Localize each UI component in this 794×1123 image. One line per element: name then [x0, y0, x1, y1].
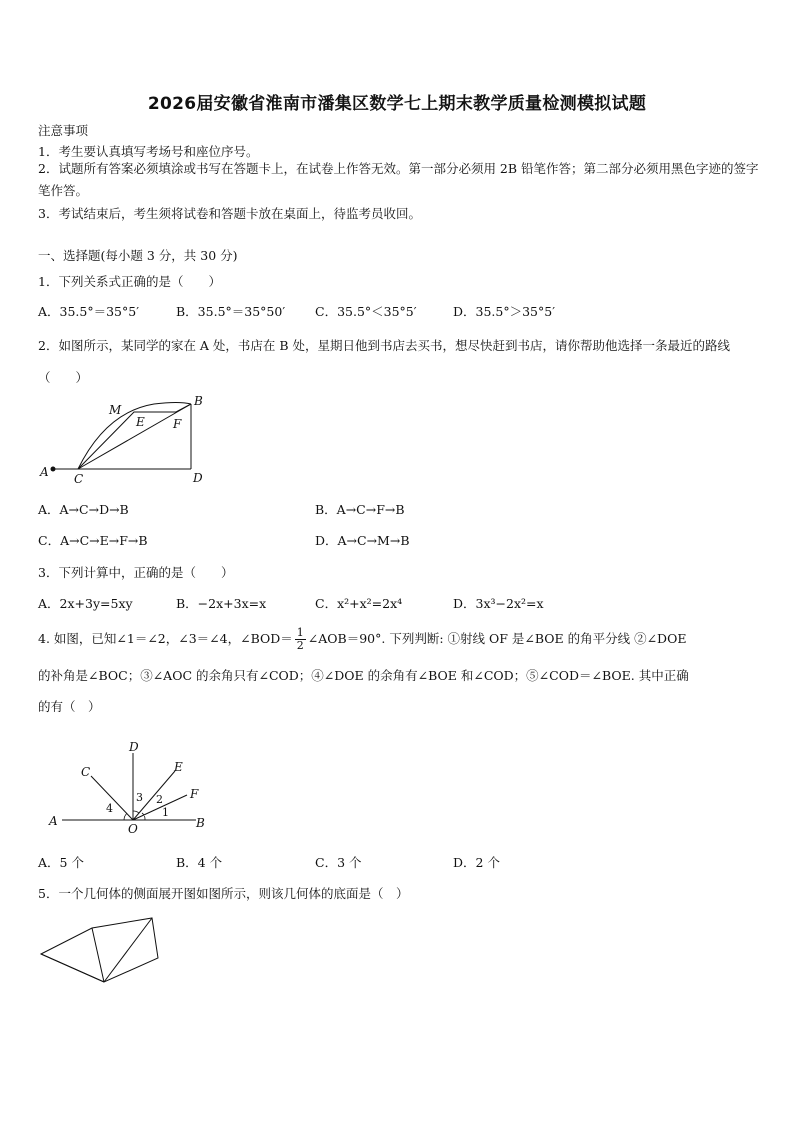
q2-option-c[interactable]: C．A→C→E→F→B — [38, 533, 148, 548]
label-a: A — [40, 465, 49, 479]
q2-figure — [36, 390, 226, 490]
notice-item-1: 1．考生要认真填写考场号和座位序号。 — [38, 144, 259, 159]
notice-item-3: 3．考试结束后，考生须将试卷和答题卡放在桌面上，待监考员收回。 — [38, 206, 421, 221]
q4-stem-line3: 的有（ ） — [38, 699, 101, 714]
q3-option-b[interactable]: B．−2x+3x=x — [176, 596, 267, 611]
q4-stem-b: ∠AOB＝90°. 下列判断: ①射线 OF 是∠BOE 的角平分线 ②∠DOE — [307, 631, 687, 646]
angle-3: 3 — [136, 791, 143, 804]
angle-2: 2 — [156, 793, 163, 806]
q4-stem-a: 4. 如图，已知∠1＝∠2，∠3＝∠4，∠BOD＝ — [38, 631, 293, 646]
q4-figure — [44, 738, 214, 838]
label-b: B — [194, 394, 203, 408]
label-c: C — [81, 765, 91, 779]
q5-figure — [36, 912, 166, 987]
label-m: M — [109, 403, 122, 417]
q1-option-a[interactable]: A．35.5°＝35°5′ — [38, 304, 140, 319]
q4-frac-den: 2 — [296, 639, 304, 652]
net-outline — [41, 918, 158, 982]
notice-heading: 注意事项 — [38, 123, 89, 138]
label-f: F — [190, 787, 199, 801]
section-heading: 一、选择题(每小题 3 分，共 30 分) — [38, 248, 238, 263]
q2-stem: 2．如图所示，某同学的家在 A 处，书店在 B 处，星期日他到书店去买书，想尽快赶到书店，请你帮助他选择一条最近的路线（ ） — [38, 338, 731, 385]
q1-option-d[interactable]: D．35.5°＞35°5′ — [453, 304, 556, 319]
q4-option-d[interactable]: D．2 个 — [453, 855, 500, 870]
q4-option-c[interactable]: C．3 个 — [315, 855, 362, 870]
net-edge-3 — [41, 954, 104, 982]
net-edge-2 — [104, 918, 152, 982]
q1-stem: 1．下列关系式正确的是（ ） — [38, 274, 221, 289]
label-d: D — [193, 471, 203, 485]
q4-fraction — [295, 627, 306, 652]
q4-option-b[interactable]: B．4 个 — [176, 855, 223, 870]
angle-1: 1 — [162, 806, 169, 819]
page-title: 2026届安徽省淮南市潘集区数学七上期末教学质量检测模拟试题 — [147, 94, 647, 114]
label-e: E — [136, 415, 145, 429]
q2-option-a[interactable]: A．A→C→D→B — [38, 502, 129, 517]
q3-option-d[interactable]: D．3x³−2x²=x — [453, 596, 544, 611]
q3-option-a[interactable]: A．2x+3y=5xy — [38, 596, 133, 611]
q4-option-a[interactable]: A．5 个 — [38, 855, 84, 870]
segment-cb — [78, 404, 191, 469]
notice-item-2: 2．试题所有答案必须填涂或书写在答题卡上，在试卷上作答无效。第一部分必须用 2B 铅笔作答；第二部分必须用黑色字迹的签字笔作答。 — [38, 161, 759, 198]
angle-4: 4 — [106, 802, 113, 815]
net-edge-1 — [92, 928, 104, 982]
label-b: B — [196, 816, 205, 830]
q3-option-c[interactable]: C．x²+x²=2x⁴ — [315, 596, 403, 611]
label-a: A — [49, 814, 58, 828]
label-o: O — [128, 822, 138, 836]
q1-option-c[interactable]: C．35.5°＜35°5′ — [315, 304, 417, 319]
q2-option-b[interactable]: B．A→C→F→B — [315, 502, 405, 517]
q4-stem-line1 — [38, 622, 686, 656]
q5-stem: 5．一个几何体的侧面展开图如图所示，则该几何体的底面是（ ） — [38, 886, 409, 901]
q4-stem-line2: 的补角是∠BOC；③∠AOC 的余角只有∠COD；④∠DOE 的余角有∠BOE 和∠COD；⑤∠COD＝∠BOE. 其中正确 — [38, 668, 689, 683]
label-e: E — [174, 760, 183, 774]
q3-stem: 3．下列计算中，正确的是（ ） — [38, 565, 234, 580]
q1-option-b[interactable]: B．35.5°＝35°50′ — [176, 304, 286, 319]
q4-frac-num: 1 — [296, 626, 304, 639]
label-f: F — [173, 417, 182, 431]
label-d: D — [129, 740, 139, 754]
q2-option-d[interactable]: D．A→C→M→B — [315, 533, 410, 548]
label-c: C — [74, 472, 84, 486]
